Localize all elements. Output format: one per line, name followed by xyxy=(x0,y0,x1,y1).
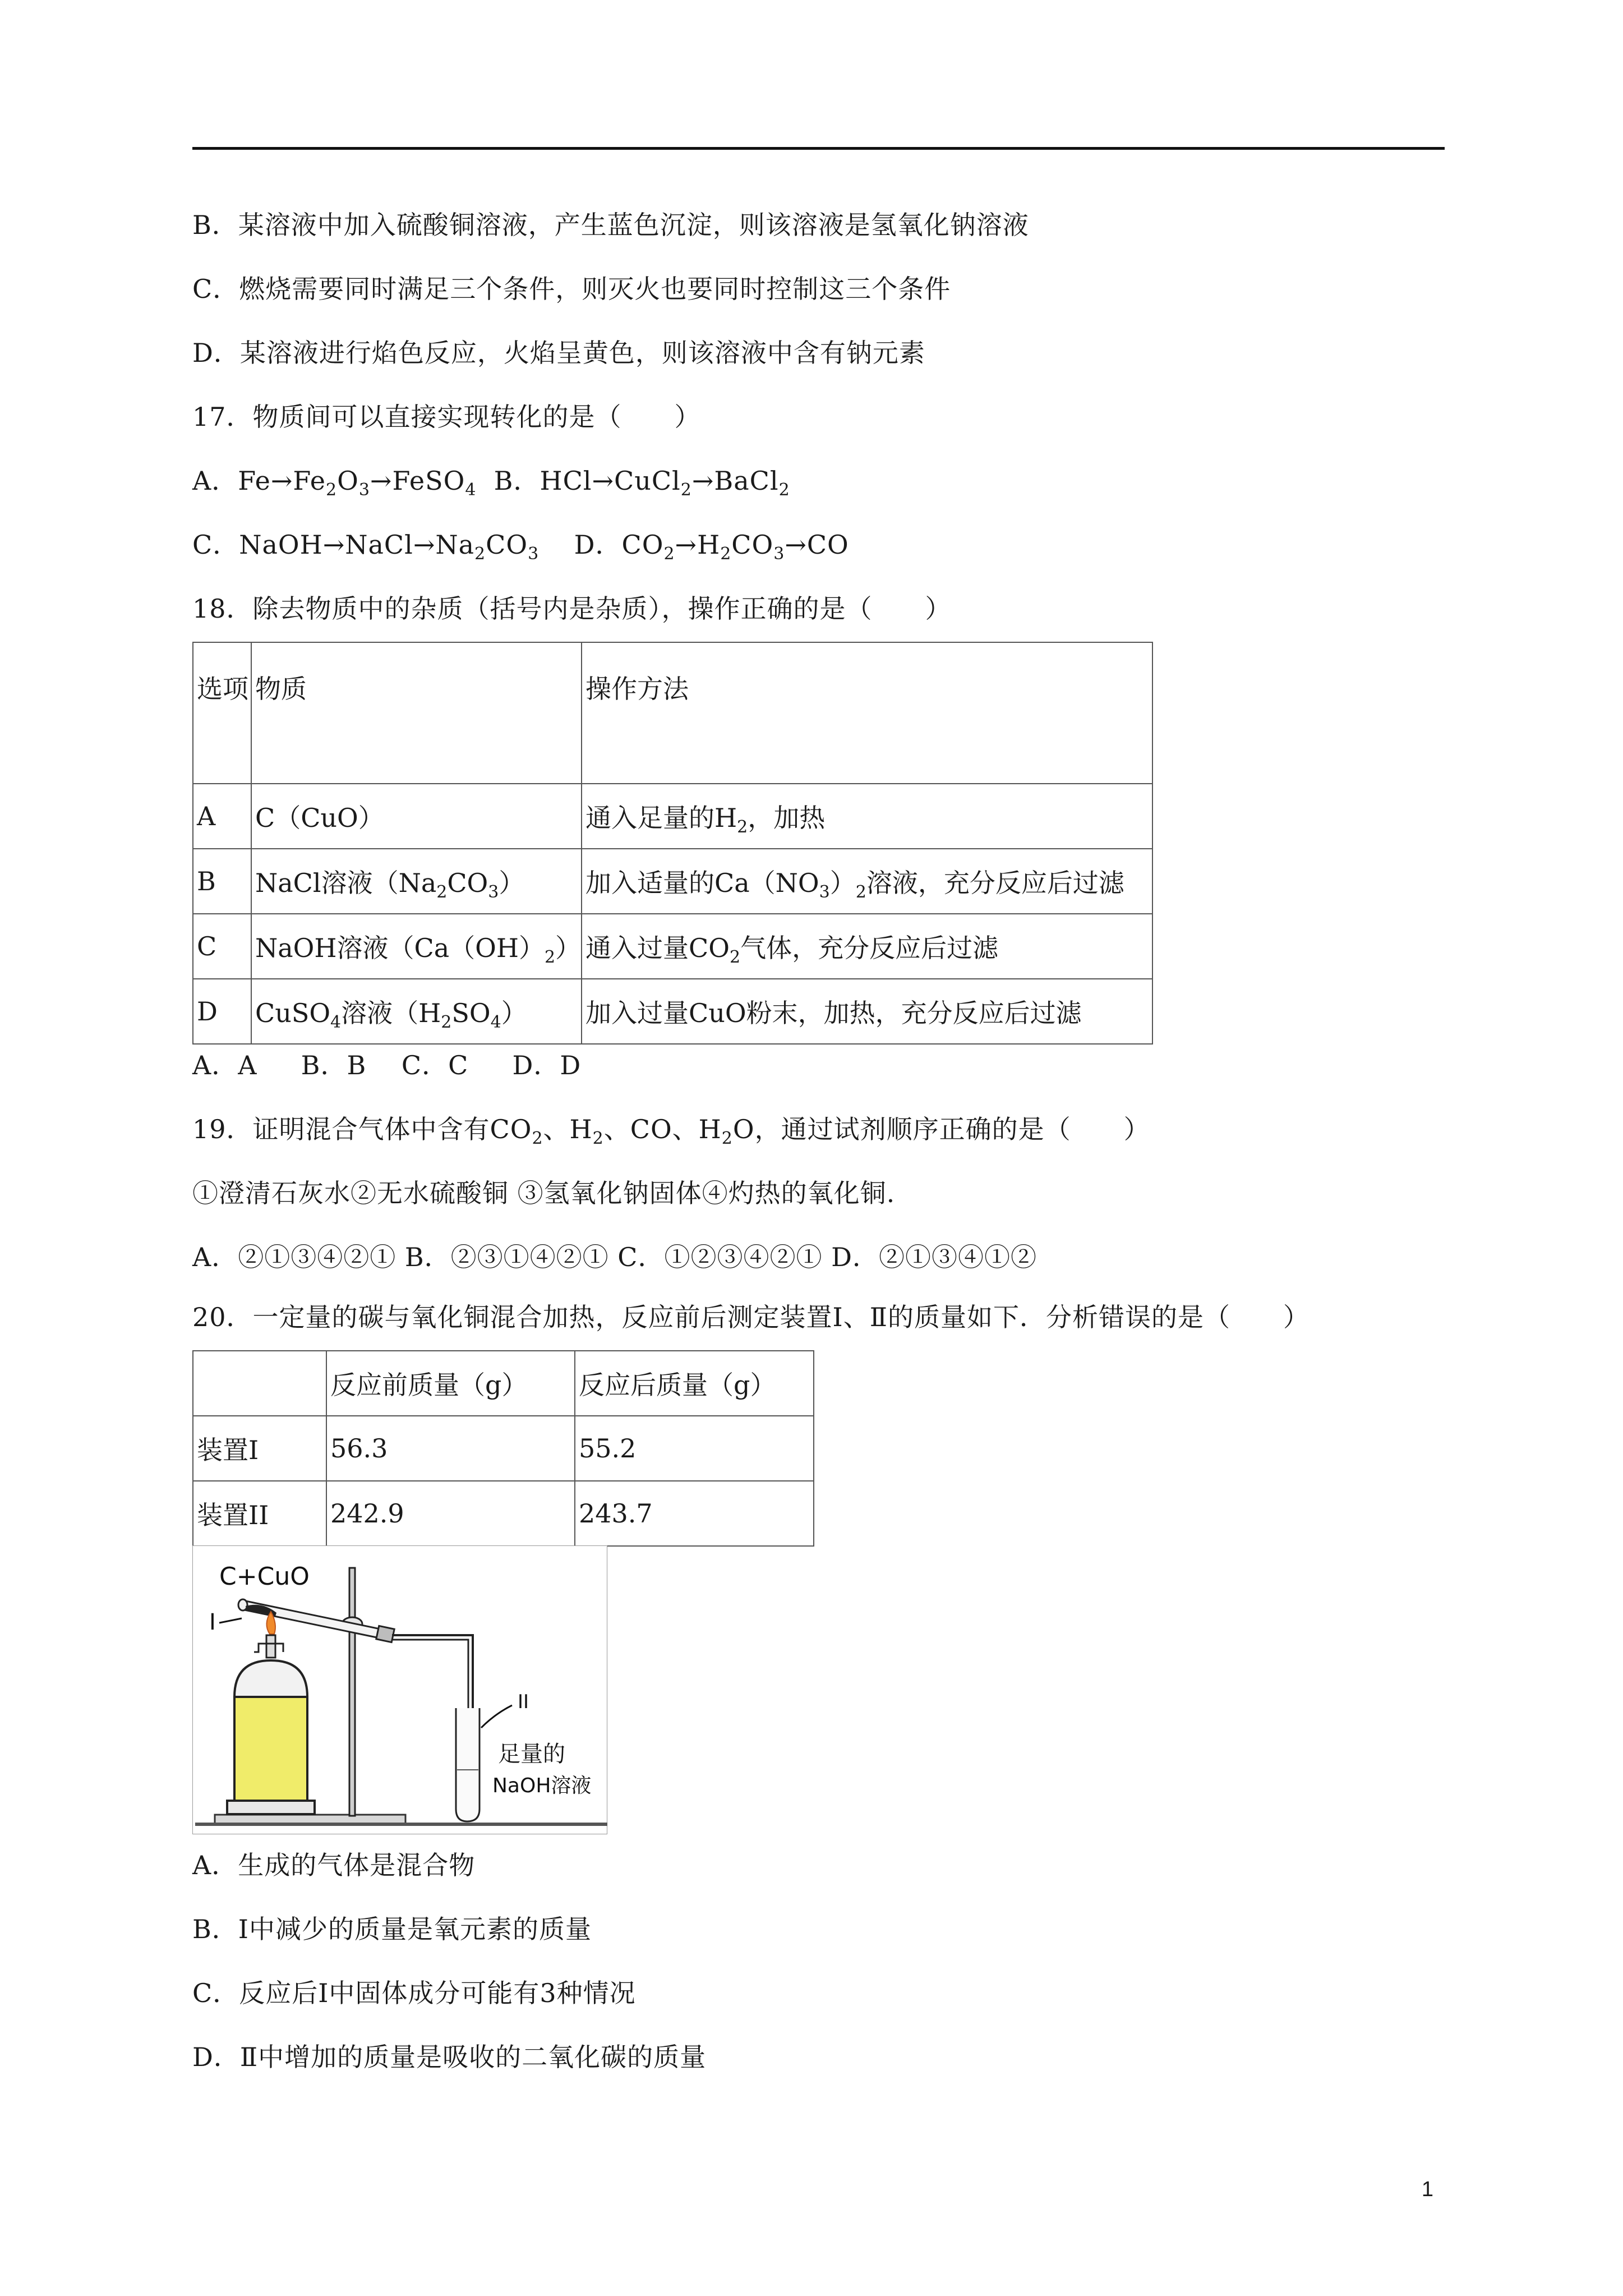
stand-base xyxy=(215,1815,405,1824)
stand-rod xyxy=(349,1568,355,1816)
row-method: 加入适量的$Ca(NO_3)_2$溶液，充分反应后过滤 xyxy=(582,849,1152,914)
row-device: 装置II xyxy=(193,1481,326,1546)
row-substance: CuSO$_4$溶液$(H_2SO_4)$ xyxy=(251,979,582,1044)
q18-stem: 18．除去物质中的杂质（括号内是杂质），操作正确的是（ ） xyxy=(192,593,952,624)
page-number: 1 xyxy=(1421,2178,1433,2201)
label-solution-line1: 足量的 xyxy=(498,1741,565,1767)
row-before-mass: 242.9 xyxy=(326,1481,575,1546)
header-method: 操作方法 xyxy=(582,642,1152,784)
row-device: 装置Ⅰ xyxy=(193,1416,326,1481)
q17-options-cd: C．$NaOH\to NaCl\to Na_2CO_3$ D．$CO_2\to H_2CO_3\to CO$ xyxy=(192,530,849,564)
q17-options-ab: A．$Fe\to Fe_2O_3\to FeSO_4$ B．HCl→CuCl$_2$→BaCl$_2$ xyxy=(192,466,790,500)
q20-stem: 20．一定量的碳与氧化铜混合加热，反应前后测定装置Ⅰ、Ⅱ的质量如下．分析错误的是（ ） xyxy=(192,1302,1310,1332)
header-after: 反应后质量（g） xyxy=(575,1351,814,1416)
row-option: B xyxy=(193,849,251,914)
q20-option-c: C．反应后Ⅰ中固体成分可能有3种情况 xyxy=(192,1978,636,2008)
row-substance: NaOH溶液$(Ca(OH)_2)$ xyxy=(251,914,582,979)
absorption-tube xyxy=(456,1708,479,1821)
q16-option-c: C．燃烧需要同时满足三个条件，则灭火也要同时控制这三个条件 xyxy=(192,274,951,304)
row-method: 通入过量$CO_2$气体，充分反应后过滤 xyxy=(582,914,1152,979)
q20-table xyxy=(192,1350,814,1547)
row-before-mass: 56.3 xyxy=(326,1416,575,1481)
header-substance: 物质 xyxy=(251,642,582,784)
q16-option-b: B．某溶液中加入硫酸铜溶液，产生蓝色沉淀，则该溶液是氢氧化钠溶液 xyxy=(192,210,1029,240)
q17-stem: 17．物质间可以直接实现转化的是（ ） xyxy=(192,402,701,432)
q19-reagents: ①澄清石灰水②无水硫酸铜 ③氢氧化钠固体④灼热的氧化铜. xyxy=(192,1178,896,1208)
header-before: 反应前质量（g） xyxy=(326,1351,575,1416)
label-tube-one: I xyxy=(209,1609,216,1635)
row-option: C xyxy=(193,914,251,979)
row-after-mass: 55.2 xyxy=(575,1416,814,1481)
bench-line xyxy=(195,1823,607,1826)
row-method: 通入足量的$H_2$，加热 xyxy=(582,784,1152,849)
q20-option-a: A．生成的气体是混合物 xyxy=(192,1850,476,1880)
q19-options: A．②①③④②① B．②③①④②① C．①②③④②① D．②①③④①② xyxy=(192,1242,1037,1272)
q20-option-d: D．Ⅱ中增加的质量是吸收的二氧化碳的质量 xyxy=(192,2042,707,2072)
q20-option-b: B．Ⅰ中减少的质量是氧元素的质量 xyxy=(192,1914,592,1944)
q19-stem: 19．证明混合气体中含有$CO_2$、$H_2$、CO、$H_2O$，通过试剂顺序正确的是（ ） xyxy=(192,1114,1150,1148)
q18-table xyxy=(192,642,1153,1045)
q18-answers: A．A B．B C．C D．D xyxy=(192,1050,582,1080)
row-substance: C（CuO） xyxy=(251,784,582,849)
label-reactant: C+CuO xyxy=(219,1562,310,1591)
table-row xyxy=(193,914,1152,979)
q16-option-d: D．某溶液进行焰色反应，火焰呈黄色，则该溶液中含有钠元素 xyxy=(192,338,925,368)
table-row xyxy=(193,784,1152,849)
table-row xyxy=(193,1416,814,1481)
table-header-row xyxy=(193,1351,814,1416)
table-header-row xyxy=(193,642,1152,784)
header-option: 选项 xyxy=(193,642,251,784)
apparatus-figure xyxy=(192,1545,607,1834)
header-blank xyxy=(193,1351,326,1416)
table-row xyxy=(193,849,1152,914)
row-option: A xyxy=(193,784,251,849)
row-substance: NaCl溶液$(Na_2CO_3)$ xyxy=(251,849,582,914)
header-rule xyxy=(192,147,1445,150)
label-solution-line2: NaOH溶液 xyxy=(492,1774,592,1797)
table-row xyxy=(193,979,1152,1044)
table-row xyxy=(193,1481,814,1546)
row-method: 加入过量CuO粉末，加热，充分反应后过滤 xyxy=(582,979,1152,1044)
label-tube-two: II xyxy=(518,1691,529,1713)
row-after-mass: 243.7 xyxy=(575,1481,814,1546)
row-option: D xyxy=(193,979,251,1044)
